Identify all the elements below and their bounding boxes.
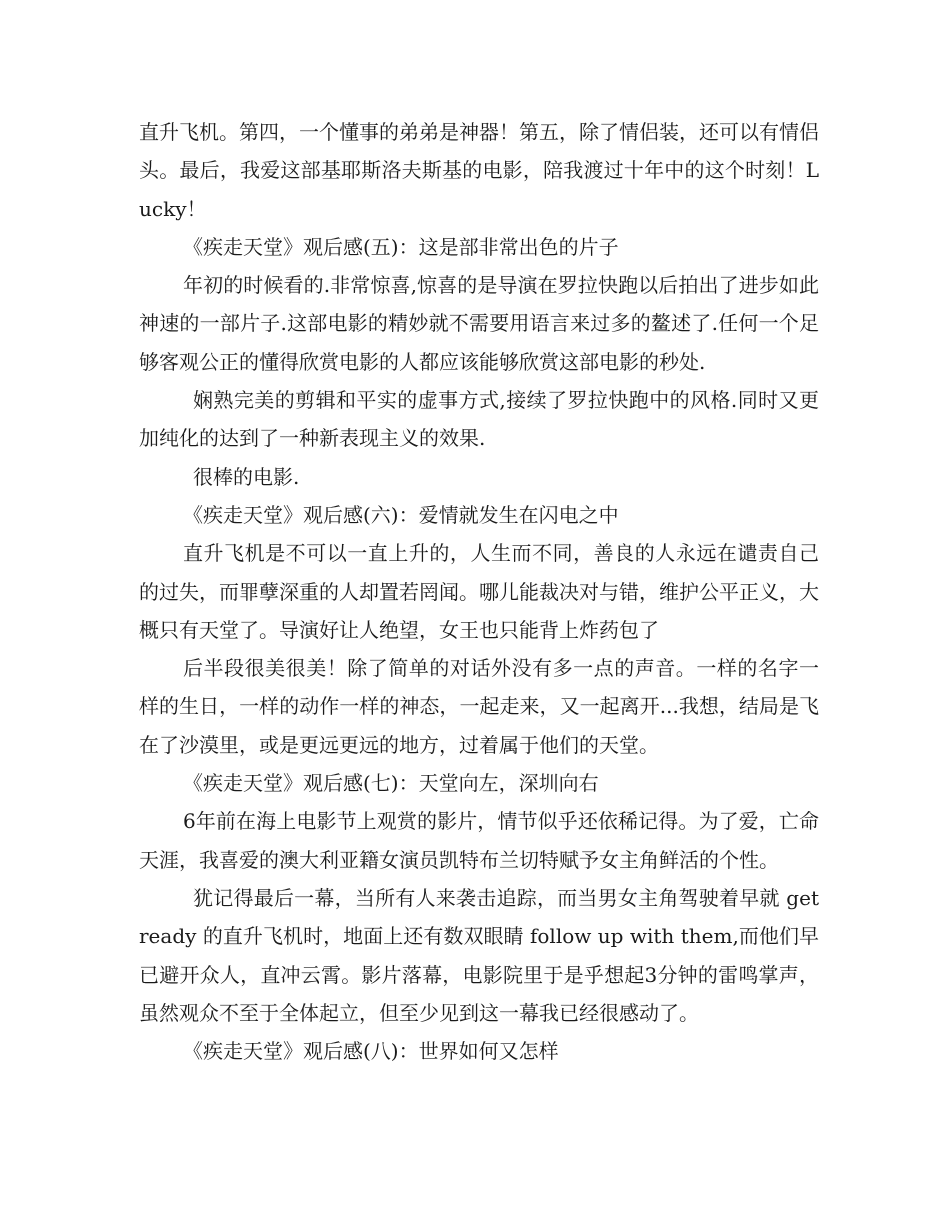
review-heading-7: 《疾走天堂》观后感(七)：天堂向左，深圳向右 [183, 771, 599, 796]
review-paragraph: 后半段很美很美！除了简单的对话外没有多一点的声音。一样的名字一样的生日，一样的动作一样的神态，一起走来，又一起离开...我想，结局是飞在了沙漠里，或是更远更远的地方，过着属于他们的天堂。 [139, 656, 819, 757]
review-heading-6: 《疾走天堂》观后感(六)：爱情就发生在闪电之中 [183, 502, 619, 527]
review-heading-8: 《疾走天堂》观后感(八)：世界如何又怎样 [183, 1039, 559, 1064]
review-paragraph: 很棒的电影. [193, 464, 300, 489]
review-paragraph: 直升飞机是不可以一直上升的，人生而不同，善良的人永远在谴责自己的过失，而罪孽深重的人却置若罔闻。哪儿能裁决对与错，维护公平正义，大概只有天堂了。导演好让人绝望，女王也只能背上炸药包了 [139, 541, 819, 642]
review-paragraph: 年初的时候看的.非常惊喜,惊喜的是导演在罗拉快跑以后拍出了进步如此神速的一部片子.这部电影的精妙就不需要用语言来过多的鳌述了.任何一个足够客观公正的懂得欣赏电影的人都应该能够欣赏这部电影的秒处. [139, 273, 819, 374]
paragraph-continuation: 直升飞机。第四，一个懂事的弟弟是神器！第五，除了情侣装，还可以有情侣头。最后，我爱这部基耶斯洛夫斯基的电影，陪我渡过十年中的这个时刻！Lucky！ [139, 120, 819, 221]
review-heading-5: 《疾走天堂》观后感(五)：这是部非常出色的片子 [183, 234, 619, 259]
review-paragraph: 犹记得最后一幕，当所有人来袭击追踪，而当男女主角驾驶着早就 get ready 的直升飞机时，地面上还有数双眼睛 follow up with them,而他们早已避开众人，直冲云霄。影片落幕，电影院里于是乎想起3分钟的雷鸣掌声，虽然观众不至于全体起立，但至少见到这一幕我已经很感动了。 [139, 885, 819, 1025]
review-paragraph: 6年前在海上电影节上观赏的影片，情节似乎还依稀记得。为了爱，亡命天涯，我喜爱的澳大利亚籍女演员凯特布兰切特赋予女主角鲜活的个性。 [139, 809, 819, 872]
review-paragraph: 娴熟完美的剪辑和平实的虚事方式,接续了罗拉快跑中的风格.同时又更加纯化的达到了一种新表现主义的效果. [139, 388, 819, 451]
article-body [139, 113, 819, 1070]
